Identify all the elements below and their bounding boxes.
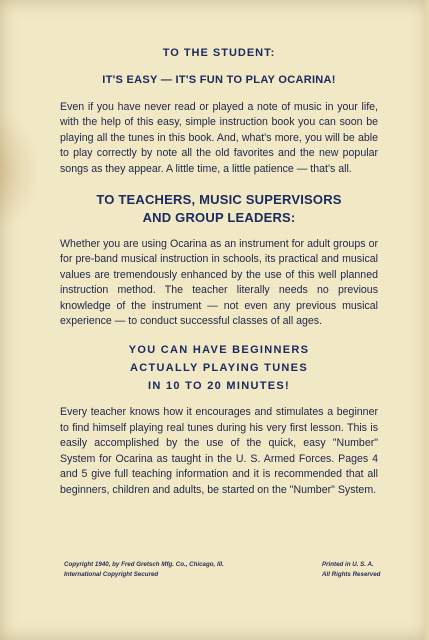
- teachers-heading: [60, 191, 378, 227]
- printed-line1: Printed in U. S. A.: [322, 561, 374, 568]
- beginners-heading-line3: IN 10 TO 20 MINUTES!: [148, 380, 290, 393]
- paper-stain: [0, 110, 40, 230]
- teachers-heading-line1: TO TEACHERS, MUSIC SUPERVISORS: [96, 192, 342, 208]
- beginners-heading-line1: YOU CAN HAVE BEGINNERS: [128, 344, 310, 357]
- beginners-heading-line2: ACTUALLY PLAYING TUNES: [130, 362, 308, 375]
- student-subheading: IT'S EASY — IT'S FUN TO PLAY OCARINA!: [102, 74, 336, 86]
- teachers-paragraph: Whether you are using Ocarina as an instrument for adult groups or for pre-band musical instruction in schools, its practical and musical values are tremendously enhanced by the use of this well planned instruction method. The teacher literally needs no previous knowledge of the instrument — not even any previous musical experience — to conduct successful classes of all ages.: [60, 238, 378, 328]
- student-paragraph: Even if you have never read or played a note of music in your life, with the help of this easy, simple instruction book you can soon be playing all the tunes in this book. And, what's more, you will be able to play correctly by note all the old favorites and the new popular songs as they appear. A little time, a little patience — that's all.: [60, 101, 378, 175]
- copyright-line1: Copyright 1940, by Fred Gretsch Mfg. Co., Chicago, Ill.: [64, 561, 224, 568]
- teachers-heading-line2: AND GROUP LEADERS:: [142, 210, 296, 226]
- copyright-notice: [64, 560, 224, 579]
- student-heading: TO THE STUDENT:: [162, 47, 276, 59]
- beginners-heading: [60, 341, 378, 395]
- printed-notice: [322, 560, 380, 579]
- page-edge: [423, 0, 429, 640]
- copyright-line2: International Copyright Secured: [64, 570, 159, 578]
- page-content: [60, 47, 378, 498]
- printed-line2: All Rights Reserved: [322, 570, 381, 578]
- beginners-paragraph: Every teacher knows how it encourages and stimulates a beginner to find himself playing real tunes during his very first lesson. This is easily accomplished by the use of the quick, easy "Number" System for Ocarina as taught in the U. S. Armed Forces. Pages 4 and 5 give full teaching information and it is recommended that all beginners, children and adults, be started on the "Number" System.: [60, 406, 378, 496]
